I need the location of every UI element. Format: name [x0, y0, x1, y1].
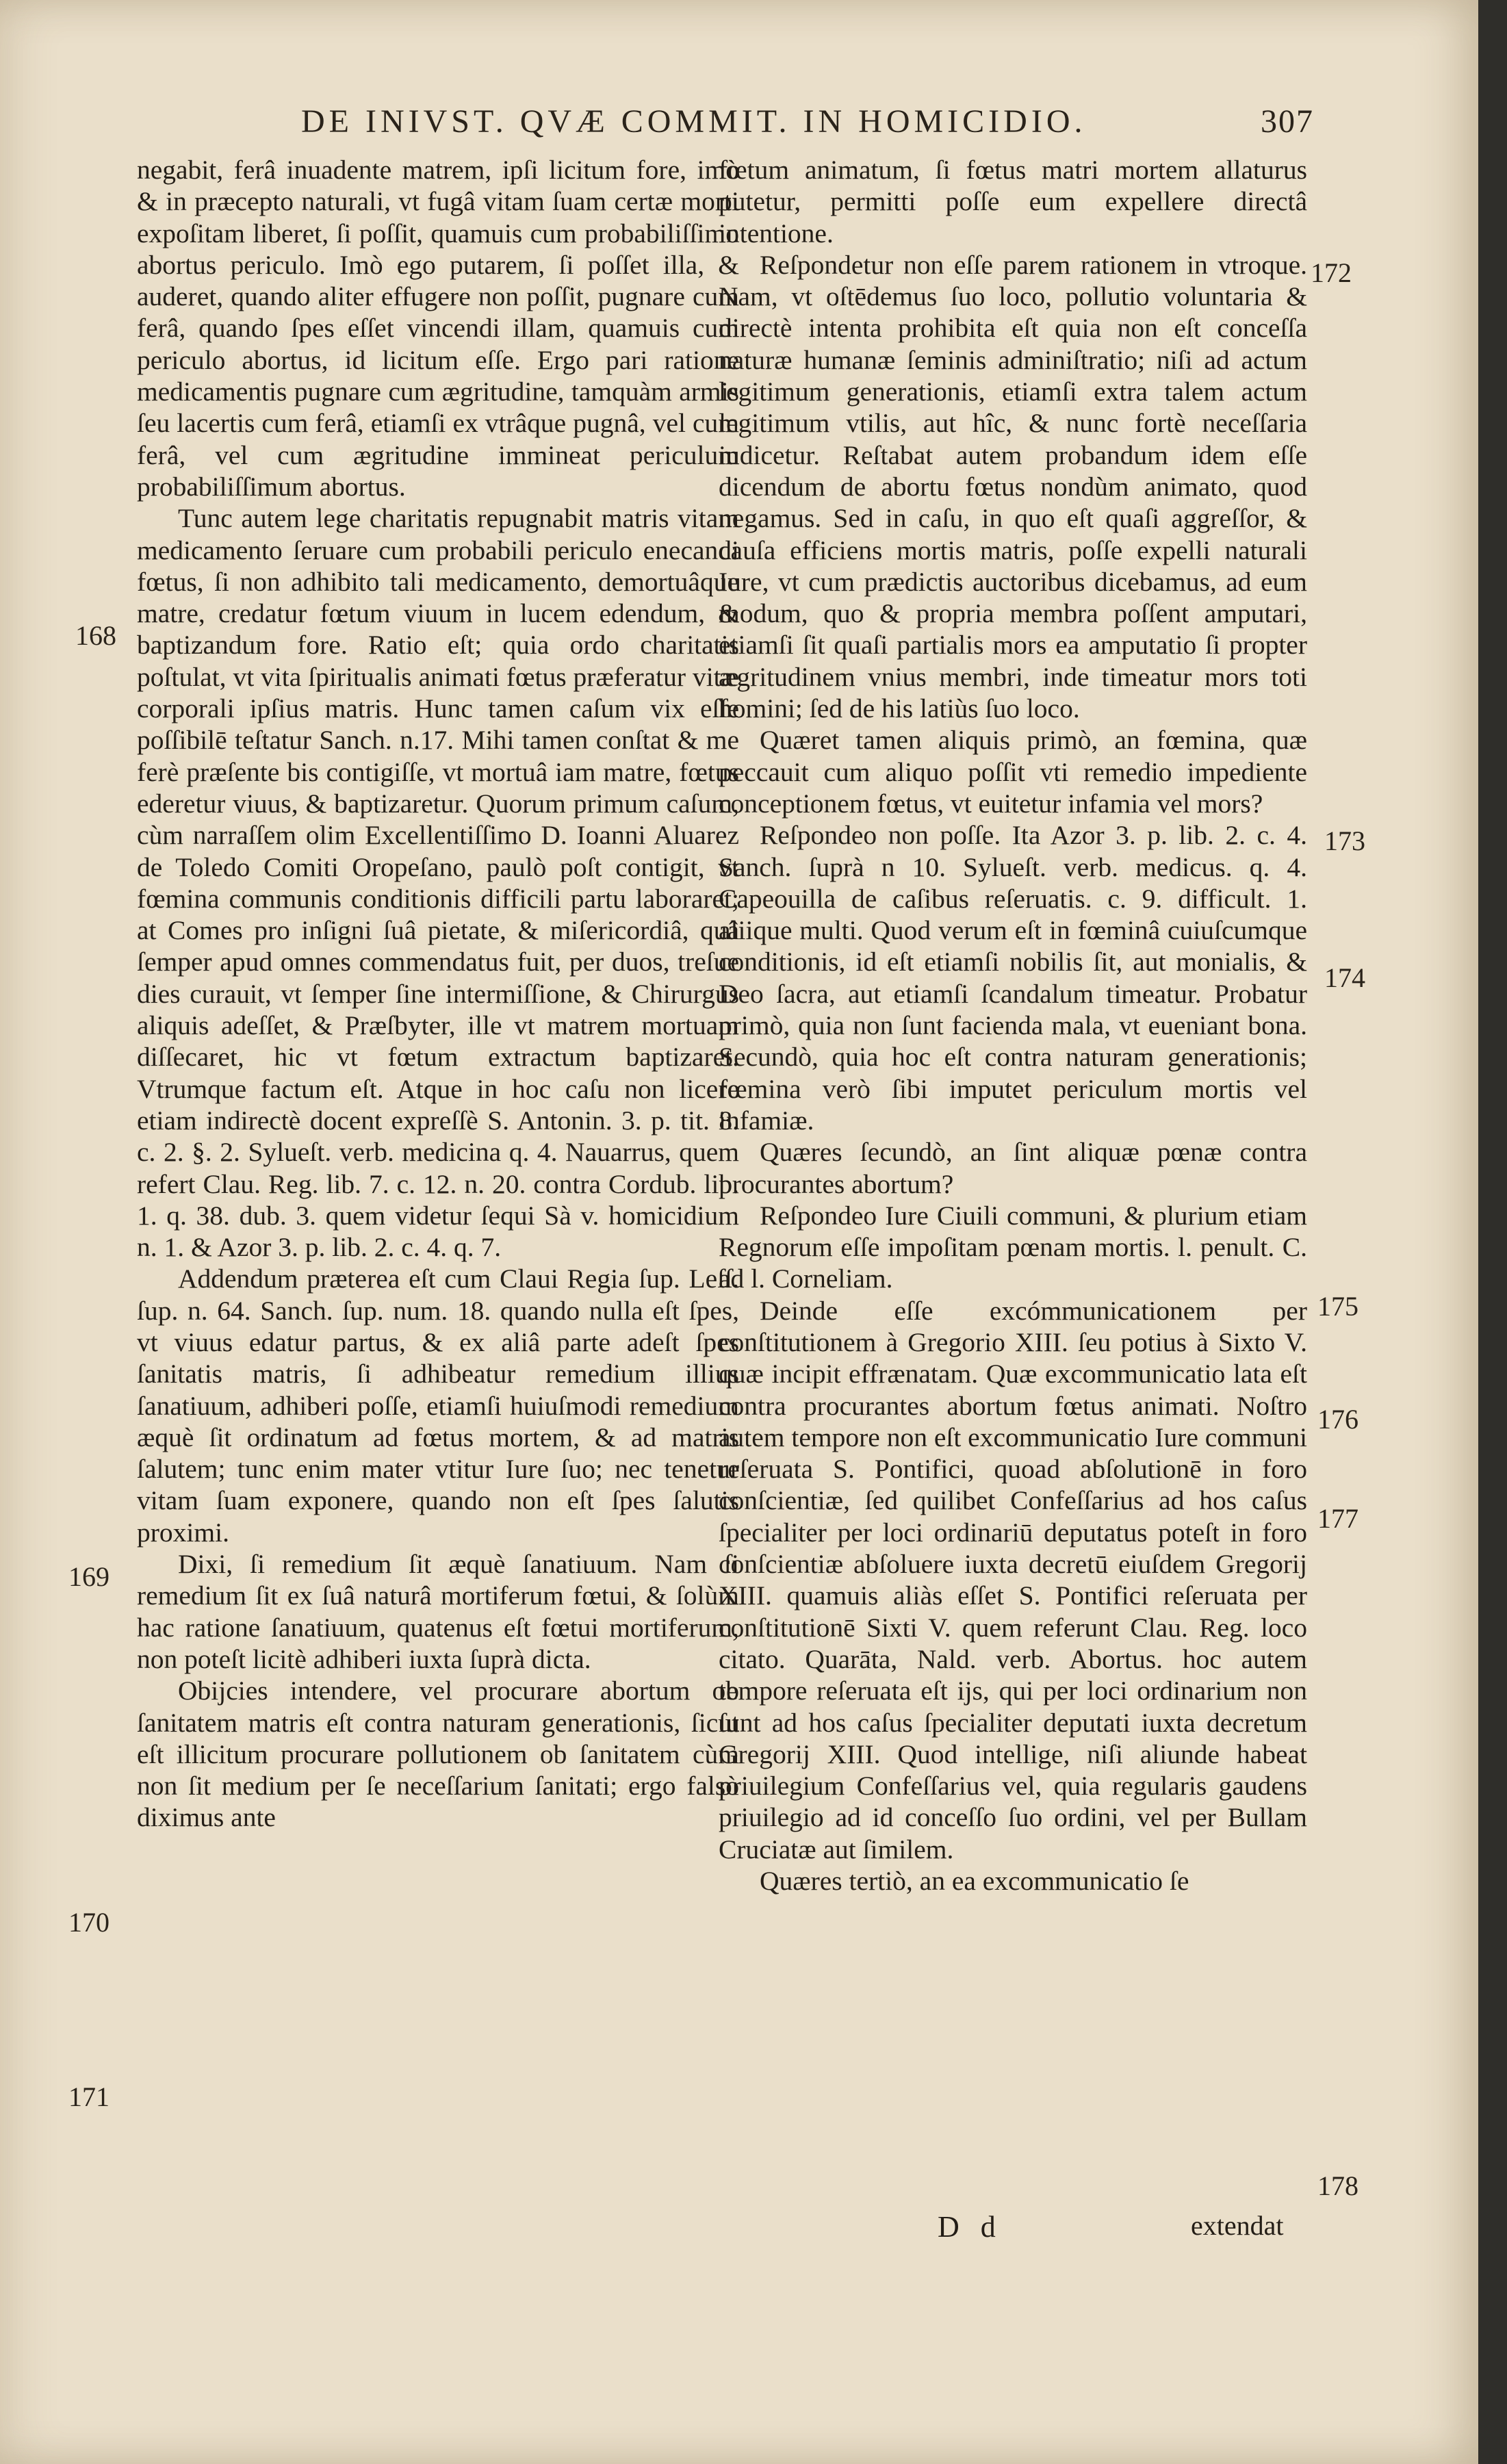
- paragraph: fœtum animatum, ſi fœtus matri mortem allaturus putetur, permitti poſſe eum expellere directâ intentione.: [719, 155, 1307, 248]
- margin-number: 173: [1324, 825, 1365, 856]
- paragraph: Reſpondetur non eſſe parem rationem in vtroque. Nam, vt oſtēdemus ſuo loco, pollutio voluntaria & directè intenta prohibita eſt quia non eſt conceſſa naturæ humanæ ſeminis adminiſtratio; niſi ad actum legitimum generationis, etiamſi extra talem actum legitimum vtilis, aut hîc, & nunc fortè neceſſaria iudicetur. Reſtabat autem probandum idem eſſe dicendum de abortu fœtus nondùm animato, quod negamus. Sed in caſu, in quo eſt quaſi aggreſſor, & cauſa efficiens mortis matris, poſſe expelli naturali Iure, vt cum prædictis auctoribus dicebamus, ad eum modum, quo & propria membra poſſent amputari, etiamſi ſit quaſi partialis mors ea amputatio ſi propter ægritudinem vnius membri, inde timeatur mors toti homini; ſed de his latiùs ſuo loco.: [719, 249, 1307, 724]
- margin-number: 169: [68, 1561, 110, 1592]
- margin-number: 174: [1324, 962, 1365, 993]
- paragraph: Deinde eſſe excómmunicationem per conſtitutionem à Gregorio XIII. ſeu potius à Sixto V. quæ incipit effrænatam. Quæ excommunicatio lata eſt contra procurantes abortum fœtus animati. Noſtro autem tempore non eſt excommunicatio Iure communi reſeruata S. Pontifici, quoad abſolutionē in foro conſcientiæ, ſed quilibet Confeſſarius ad hos caſus ſpecialiter per loci ordinariū deputatus poteſt in foro conſcientiæ abſoluere iuxta decretū eiuſdem Gregorij XIII. quamuis aliàs eſſet S. Pontifici reſeruata per conſtitutionē Sixti V. quem referunt Clau. Reg. loco citato. Quarāta, Nald. verb. Abortus. hoc autem tempore reſeruata eſt ijs, qui per loci ordinarium non ſunt ad hos caſus ſpecialiter deputati iuxta decretum Gregorij XIII. Quod intellige, niſi aliunde habeat priuilegium Confeſſarius vel, quia regularis gaudens priuilegio ad id conceſſo ſuo ordini, vel per Bullam Cruciatæ aut ſimilem.: [719, 1295, 1307, 1864]
- margin-number: 178: [1317, 2170, 1358, 2201]
- running-title: DE INIVST. QVÆ COMMIT. IN HOMICIDIO.: [301, 103, 1087, 140]
- signature-mark: D d: [938, 2210, 1003, 2244]
- paragraph: Tunc autem lege charitatis repugnabit matris vitam medicamento ſeruare cum probabili periculo enecandi fœtus, ſi non adhibito tali medicamento, demortuâque matre, credatur fœtum viuum in lucem edendum, & baptizandum fore. Ratio eſt; quia ordo charitatis poſtulat, vt vita ſpiritualis animati fœtus præferatur vitæ corporali ipſius matris. Hunc tamen caſum vix eſſe poſſibilē teſtatur Sanch. n.17. Mihi tamen conſtat & me ferè præſente bis contigiſſe, vt mortuâ iam matre, fœtus ederetur viuus, & baptizaretur. Quorum primum caſum, cùm narraſſem olim Excellentiſſimo D. Ioanni Aluarez de Toledo Comiti Oropeſano, paulò poſt contigit, vt fœmina communis conditionis difficili partu laboraret; at Comes pro inſigni ſuâ pietate, & miſericordiâ, quâ ſemper apud omnes commendatus fuit, per duos, treſue dies curauit, vt ſemper ſine intermiſſione, & Chirurgus aliquis adeſſet, & Præſbyter, ille vt matrem mortuam diſſecaret, hic vt fœtum extractum baptizaret. Vtrumque factum eſt. Atque in hoc caſu non licere etiam indirectè docent expreſſè S. Antonin. 3. p. tit. 8. c. 2. §. 2. Sylueſt. verb. medicina q. 4. Nauarrus, quem refert Clau. Reg. lib. 7. c. 12. n. 20. contra Cordub. lib. 1. q. 38. dub. 3. quem videtur ſequi Sà v. homicidium n. 1. & Azor 3. p. lib. 2. c. 4. q. 7.: [137, 503, 739, 1263]
- paragraph: Quæres tertiò, an ea excommunicatio ſe: [760, 1866, 1189, 1897]
- paragraph: Addendum præterea eſt cum Claui Regia ſup. Leſſ. ſup. n. 64. Sanch. ſup. num. 18. quando nulla eſt ſpes, vt viuus edatur partus, & ex aliâ parte adeſt ſpes ſanitatis matris, ſi adhibeatur remedium illius ſanatiuum, adhiberi poſſe, etiamſi huiuſmodi remedium æquè ſit ordinatum ad fœtus mortem, & ad matris ſalutem; tunc enim mater vtitur Iure ſuo; nec tenetur vitam ſuam exponere, quando non eſt ſpes ſalutis proximi.: [137, 1263, 739, 1548]
- margin-number: 175: [1317, 1291, 1358, 1322]
- margin-number: 172: [1311, 257, 1352, 288]
- margin-number: 171: [68, 2081, 110, 2112]
- paragraph: Obijcies intendere, vel procurare abortum ob ſanitatem matris eſt contra naturam generationis, ſicut eſt illicitum procurare pollutionem ob ſanitatem cùm non ſit medium per ſe neceſſarium ſanitati; ergo falsò diximus ante: [137, 1676, 739, 1833]
- margin-number: 177: [1317, 1503, 1358, 1534]
- margin-number: 170: [68, 1907, 110, 1938]
- catchword: extendat: [1191, 2210, 1284, 2241]
- paragraph: Reſpondeo Iure Ciuili communi, & plurium etiam Regnorum eſſe impoſitam pœnam mortis. l. penult. C. ad l. Corneliam.: [719, 1200, 1307, 1294]
- right-column: [719, 154, 1307, 1897]
- page-number: 307: [1261, 103, 1314, 140]
- book-edge: [1478, 0, 1507, 2464]
- paragraph: Quæres ſecundò, an ſint aliquæ pœnæ contra procurantes abortum?: [719, 1137, 1307, 1199]
- margin-number: 176: [1317, 1404, 1358, 1435]
- margin-number: 168: [75, 620, 116, 651]
- paragraph: Quæret tamen aliquis primò, an fœmina, quæ peccauit cum aliquo poſſit vti remedio impediente conceptionem fœtus, vt euitetur infamia vel mors?: [719, 725, 1307, 819]
- left-column: [137, 154, 739, 1834]
- paragraph: Reſpondeo non poſſe. Ita Azor 3. p. lib. 2. c. 4. Sanch. ſuprà n 10. Sylueſt. verb. medicus. q. 4. Capeouilla de caſibus reſeruatis. c. 9. difficult. 1. aliique multi. Quod verum eſt in fœminâ cuiuſcumque conditionis, id eſt etiamſi nobilis ſit, aut monialis, & Deo ſacra, aut etiamſi ſcandalum timeatur. Probatur primò, quia non ſunt facienda mala, vt eueniant bona. Secundò, quia hoc eſt contra naturam generationis; fœmina verò ſibi imputet periculum mortis vel infamiæ.: [719, 820, 1307, 1135]
- paragraph: negabit, ferâ inuadente matrem, ipſi licitum fore, imò & in præcepto naturali, vt fugâ vitam ſuam certæ morti expoſitam liberet, ſi poſſit, quamuis cum probabiliſſimo abortus periculo. Imò ego putarem, ſi poſſet illa, & auderet, quando aliter effugere non poſſit, pugnare cum ferâ, quando ſpes eſſet vincendi illam, quamuis cum periculo abortus, id licitum eſſe. Ergo pari ratione medicamentis pugnare cum ægritudine, tamquàm armis ſeu lacertis cum ferâ, etiamſi ex vtrâque pugnâ, vel cum ferâ, vel cum ægritudine immineat periculum probabiliſſimum abortus.: [137, 155, 739, 502]
- paragraph: Dixi, ſi remedium ſit æquè ſanatiuum. Nam ſi remedium ſit ex ſuâ naturâ mortiferum fœtui, & ſolùm hac ratione ſanatiuum, quatenus eſt fœtui mortiferum, non poteſt licitè adhiberi iuxta ſuprà dicta.: [137, 1549, 739, 1674]
- running-header: [301, 103, 1314, 151]
